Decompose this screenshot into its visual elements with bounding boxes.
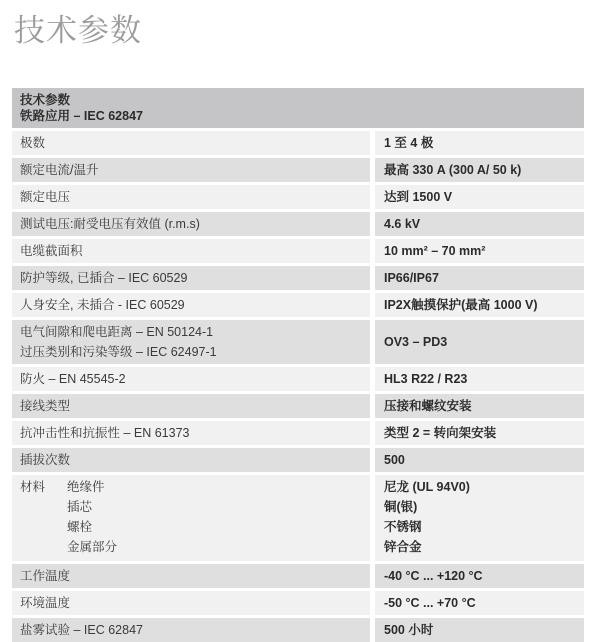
- row-value: 压接和螺纹安装: [384, 399, 472, 413]
- table-row: [12, 158, 584, 182]
- row-value: 最高 330 A (300 A/ 50 k): [384, 163, 522, 177]
- row-label: 金属部分: [67, 540, 118, 554]
- row-value: 铜(银): [384, 500, 418, 514]
- row-value-cell: [375, 367, 584, 391]
- row-label-cell: [12, 564, 370, 588]
- table-row: [12, 475, 584, 561]
- row-label-cell: [12, 266, 370, 290]
- table-rows: [12, 131, 584, 642]
- row-label: 插芯: [67, 500, 93, 514]
- row-value-cell: [375, 293, 584, 317]
- row-value: 达到 1500 V: [384, 190, 453, 204]
- row-value: 不锈钢: [384, 520, 422, 534]
- row-label-cell: [12, 131, 370, 155]
- row-value-cell: [375, 158, 584, 182]
- row-label: 螺栓: [67, 520, 93, 534]
- table-row: [12, 591, 584, 615]
- row-value: IP2X触摸保护(最高 1000 V): [384, 298, 538, 312]
- row-group-label: 材料: [20, 480, 46, 494]
- table-header: [12, 88, 584, 128]
- row-label: 插拔次数: [20, 453, 71, 467]
- table-row: [12, 185, 584, 209]
- row-label: 抗冲击性和抗振性 – EN 61373: [20, 426, 190, 440]
- row-label: 过压类别和污染等级 – IEC 62497-1: [20, 345, 217, 359]
- row-value: 10 mm² – 70 mm²: [384, 244, 486, 258]
- table-row: [12, 266, 584, 290]
- row-label: 工作温度: [20, 569, 71, 583]
- row-label-cell: [12, 591, 370, 615]
- row-label: 极数: [20, 136, 46, 150]
- row-label: 电缆截面积: [20, 244, 83, 258]
- row-value: 500 小时: [384, 623, 434, 637]
- table-row: [12, 320, 584, 364]
- row-label: 人身安全, 未插合 - IEC 60529: [20, 298, 185, 312]
- row-label: 防护等级, 已插合 – IEC 60529: [20, 271, 188, 285]
- row-value: IP66/IP67: [384, 271, 439, 285]
- page-title: 技术参数: [14, 13, 142, 48]
- row-label-cell: [12, 421, 370, 445]
- row-value: OV3 – PD3: [384, 335, 448, 349]
- row-label-cell: [12, 320, 370, 364]
- row-value-cell: [375, 564, 584, 588]
- table-row: [12, 131, 584, 155]
- row-label: 绝缘件: [67, 480, 105, 494]
- table-row: [12, 394, 584, 418]
- row-value-cell: [375, 394, 584, 418]
- table-header-title: 技术参数: [20, 93, 71, 107]
- row-value-cell: [375, 266, 584, 290]
- row-label-cell: [12, 475, 370, 561]
- row-value-cell: [375, 320, 584, 364]
- row-label-cell: [12, 158, 370, 182]
- row-label-cell: [12, 394, 370, 418]
- row-label-cell: [12, 239, 370, 263]
- row-label: 接线类型: [20, 399, 71, 413]
- table-row: [12, 212, 584, 236]
- row-value-cell: [375, 421, 584, 445]
- row-label-cell: [12, 618, 370, 642]
- row-value: -40 °C ... +120 °C: [384, 569, 483, 583]
- row-label: 额定电流/温升: [20, 163, 99, 177]
- table-row: [12, 618, 584, 642]
- row-value-cell: [375, 185, 584, 209]
- row-label: 额定电压: [20, 190, 71, 204]
- table-header-subtitle: 铁路应用 – IEC 62847: [20, 109, 143, 123]
- table-row: [12, 239, 584, 263]
- row-value-cell: [375, 618, 584, 642]
- row-value: HL3 R22 / R23: [384, 372, 468, 386]
- row-label: 电气间隙和爬电距离 – EN 50124-1: [20, 325, 214, 339]
- table-row: [12, 293, 584, 317]
- row-label: 测试电压:耐受电压有效值 (r.m.s): [20, 217, 200, 231]
- row-value-cell: [375, 212, 584, 236]
- row-value: 1 至 4 极: [384, 136, 434, 150]
- row-value-cell: [375, 475, 584, 561]
- row-label: 盐雾试验 – IEC 62847: [20, 623, 143, 637]
- spec-table: [12, 88, 584, 642]
- row-label: 环境温度: [20, 596, 71, 610]
- row-value: 500: [384, 453, 405, 467]
- row-label-cell: [12, 448, 370, 472]
- row-value-cell: [375, 239, 584, 263]
- row-value-cell: [375, 448, 584, 472]
- row-value-cell: [375, 591, 584, 615]
- row-value: -50 °C ... +70 °C: [384, 596, 476, 610]
- row-label-cell: [12, 367, 370, 391]
- row-value-cell: [375, 131, 584, 155]
- row-label-cell: [12, 293, 370, 317]
- row-value: 4.6 kV: [384, 217, 421, 231]
- table-row: [12, 367, 584, 391]
- table-row: [12, 564, 584, 588]
- row-label: 防火 – EN 45545-2: [20, 372, 126, 386]
- row-value: 尼龙 (UL 94V0): [384, 480, 470, 494]
- table-row: [12, 421, 584, 445]
- table-row: [12, 448, 584, 472]
- row-label-cell: [12, 212, 370, 236]
- row-value: 锌合金: [384, 540, 422, 554]
- row-value: 类型 2 = 转向架安装: [384, 426, 497, 440]
- row-label-cell: [12, 185, 370, 209]
